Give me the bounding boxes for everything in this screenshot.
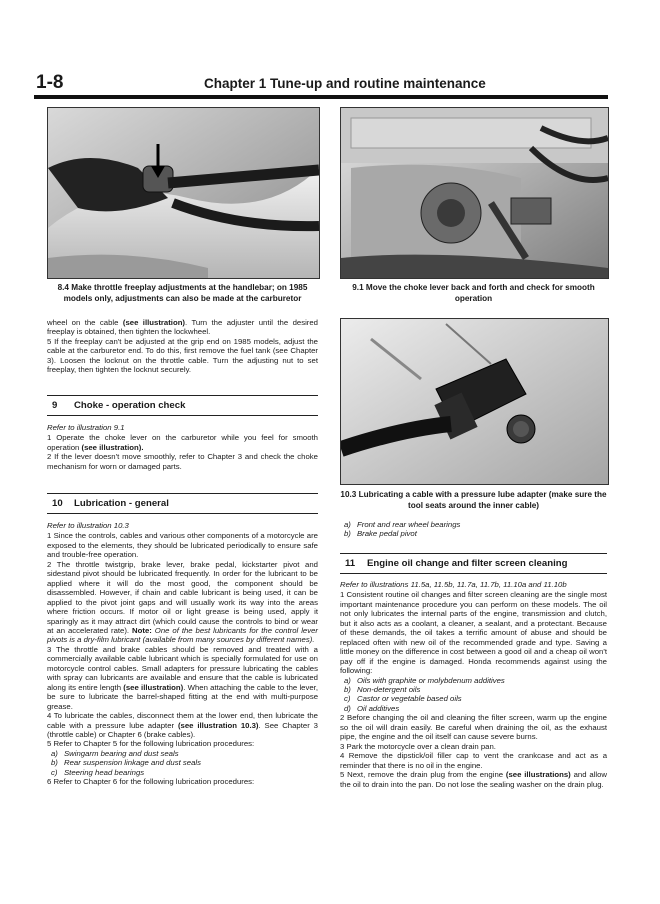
reference-line: Refer to illustration 10.3 (47, 521, 129, 530)
section-number: 9 (52, 400, 58, 411)
page-number: 1-8 (36, 72, 64, 93)
section-title: Lubrication - general (74, 498, 169, 509)
left-intro (47, 318, 318, 375)
chapter-title: Chapter 1 Tune-up and routine maintenance (204, 76, 486, 91)
text: wheel on the cable (47, 318, 123, 327)
list-text: Front and rear wheel bearings (357, 520, 461, 529)
header-rule (34, 95, 608, 99)
list-label: b) (344, 529, 351, 539)
text: . See Chapter 3 (throttle cable) or Chapter 6 (brake cables). (47, 720, 318, 739)
paragraph (47, 645, 318, 711)
paragraph: 6 Refer to Chapter 6 for the following lubrication procedures: (47, 777, 255, 787)
note-text: One of the best lubricants for the control lever pivots is a dry-film lubricant (available from many sources by different names). (47, 625, 318, 645)
text: 2 The throttle twistgrip, brake lever, brake pedal, kickstarter pivot and sidestand pivot should be lubricated frequently. In order for the lubricant to be applied where it will do the most good, the component should be disassembled. However, if chain and cable lubricant is being used, it can be applied to the pivot joint gaps and will usually work its way into the areas where friction occurs. If motor oil or light grease is being used, apply it sparingly as it may attract dirt (which could cause the controls to bind or wear at an accelerated rate). (47, 559, 318, 635)
paragraph (47, 318, 318, 337)
list-text: Steering head bearings (64, 767, 145, 777)
text: 4 To lubricate the cables, disconnect them at the lower end, then lubricate the cable with a pressure lube adapter (47, 711, 318, 730)
paragraph (340, 770, 607, 789)
paragraph: 5 Refer to Chapter 5 for the following lubrication procedures: (47, 739, 255, 749)
list-item (47, 768, 318, 777)
list-item (340, 520, 607, 529)
paragraph: 2 If the lever doesn't move smoothly, refer to Chapter 3 and check the choke mechanism for worn or damaged parts. (47, 452, 318, 471)
section-title: Engine oil change and filter screen cleaning (367, 558, 568, 569)
section-10-heading (47, 493, 318, 514)
section-title: Choke - operation check (74, 400, 186, 411)
paragraph: 1 Since the controls, cables and various other components of a motorcycle are exposed to the elements, they should be lubricated periodically to ensure safe and trouble-free operation. (47, 531, 318, 560)
note-label: Note: (132, 625, 152, 635)
illustration-ref: (see illustration) (123, 682, 184, 692)
list-item (340, 704, 607, 713)
paragraph: 1 Consistent routine oil changes and filter screen cleaning are the single most important maintenance procedure you can perform on these models. The oil not only lubricates the internal parts of the engine, transmission and clutch, but it also acts as a coolant, a cleaner, a sealant, and a protectant. Because of these demands, the oil takes a terrific amount of abuse and should be replaced often with new oil of the recommended grade and type. Saving a little money on the difference in cost between a good oil and a cheap oil won't pay off if the engine is damaged. Honda recommends against using the following: (340, 590, 607, 676)
list-label: a) (344, 675, 351, 685)
list-text: Brake pedal pivot (357, 529, 417, 539)
list-item (340, 694, 607, 703)
list-item (47, 749, 318, 758)
list-item (340, 676, 607, 685)
list-text: Rear suspension linkage and dust seals (64, 758, 202, 768)
paragraph: 3 Park the motorcycle over a clean drain pan. (340, 741, 496, 751)
list-label: c) (51, 767, 58, 777)
illustration-ref: (see illustration 10.3) (177, 720, 259, 730)
text: and allow the oil to drain into the pan. Do not lose the sealing washer on the drain plug. (340, 770, 607, 789)
list-text: Oil additives (357, 703, 400, 713)
illustration-ref: (see illustrations) (505, 770, 571, 780)
list-item (340, 529, 607, 538)
photo-choke-lever (340, 107, 609, 279)
photo-pressure-lube-adapter (340, 318, 609, 485)
paragraph (47, 560, 318, 645)
paragraph (47, 711, 318, 739)
section-11-heading (340, 553, 607, 574)
text: 5 Next, remove the drain plug from the engine (340, 770, 506, 780)
reference-line: Refer to illustration 9.1 (47, 423, 125, 432)
list-item (47, 758, 318, 767)
text: 3 The throttle and brake cables should be removed and treated with a commercially available cable lubricant which is specially formulated for use on motorcycle control cables. Small adapters for pressure lubricating the cables with spray can lubricants are available and ensure that the cable is lubricated along its entire length (47, 644, 318, 692)
section-10-body (47, 521, 318, 787)
illustration-ref: (see illustration). (81, 442, 144, 452)
list-label: d) (344, 703, 351, 713)
caption-fig-8-4: 8.4 Make throttle freeplay adjustments at the handlebar; on 1985 models only, adjustments can also be made at the carburetor (57, 283, 308, 303)
photo-throttle-adjuster (47, 107, 320, 279)
list-item (340, 685, 607, 694)
paragraph: 4 Remove the dipstick/oil filler cap to vent the crankcase and act as a reminder that there is no oil in the engine. (340, 751, 607, 770)
list-label: b) (344, 684, 351, 694)
reference-line: Refer to illustrations 11.5a, 11.5b, 11.7a, 11.7b, 11.10a and 11.10b (340, 580, 567, 589)
caption-fig-10-3: 10.3 Lubricating a cable with a pressure lube adapter (make sure the tool seats around the inner cable) (340, 490, 607, 510)
paragraph (47, 433, 318, 452)
right-list-6 (340, 520, 607, 539)
section-9-heading (47, 395, 318, 416)
section-number: 10 (52, 498, 63, 509)
list-text: Castor or vegetable based oils (357, 694, 462, 704)
list-label: a) (344, 520, 351, 529)
section-number: 11 (345, 558, 356, 569)
list-label: b) (51, 758, 58, 768)
paragraph: 5 If the freeplay can't be adjusted at the grip end on 1985 models, adjust the cable at the carburetor end. To do this, first remove the fuel tank (see Chapter 3). Loosen the locknut on the throttle cable. Turn the adjusting nut to set freeplay, then tighten the locknut securely. (47, 336, 318, 375)
paragraph: 2 Before changing the oil and cleaning the filter screen, warm up the engine so the oil will drain easily. Be careful when draining the oil, as the exhaust pipe, the engine and the oil itself can cause severe burns. (340, 713, 607, 742)
list-label: c) (344, 694, 351, 704)
text: . When attaching the cable to the lever, be sure to lubricate the barrel-shaped fitting at the end with multi-purpose grease. (47, 682, 318, 711)
text: 1 Operate the choke lever on the carburetor while you feel for smooth operation (47, 433, 318, 452)
illustration-ref: (see illustration) (122, 318, 186, 327)
text: . Turn the adjuster until the desired freeplay is obtained, then tighten the lockwheel. (47, 318, 318, 337)
section-11-body (340, 580, 607, 789)
section-9-body (47, 423, 318, 471)
list-text: Swingarm bearing and dust seals (64, 748, 179, 758)
caption-fig-9-1: 9.1 Move the choke lever back and forth and check for smooth operation (352, 283, 595, 303)
list-label: a) (51, 748, 58, 758)
list-text: Non-detergent oils (357, 684, 421, 694)
list-text: Oils with graphite or molybdenum additives (357, 675, 505, 685)
